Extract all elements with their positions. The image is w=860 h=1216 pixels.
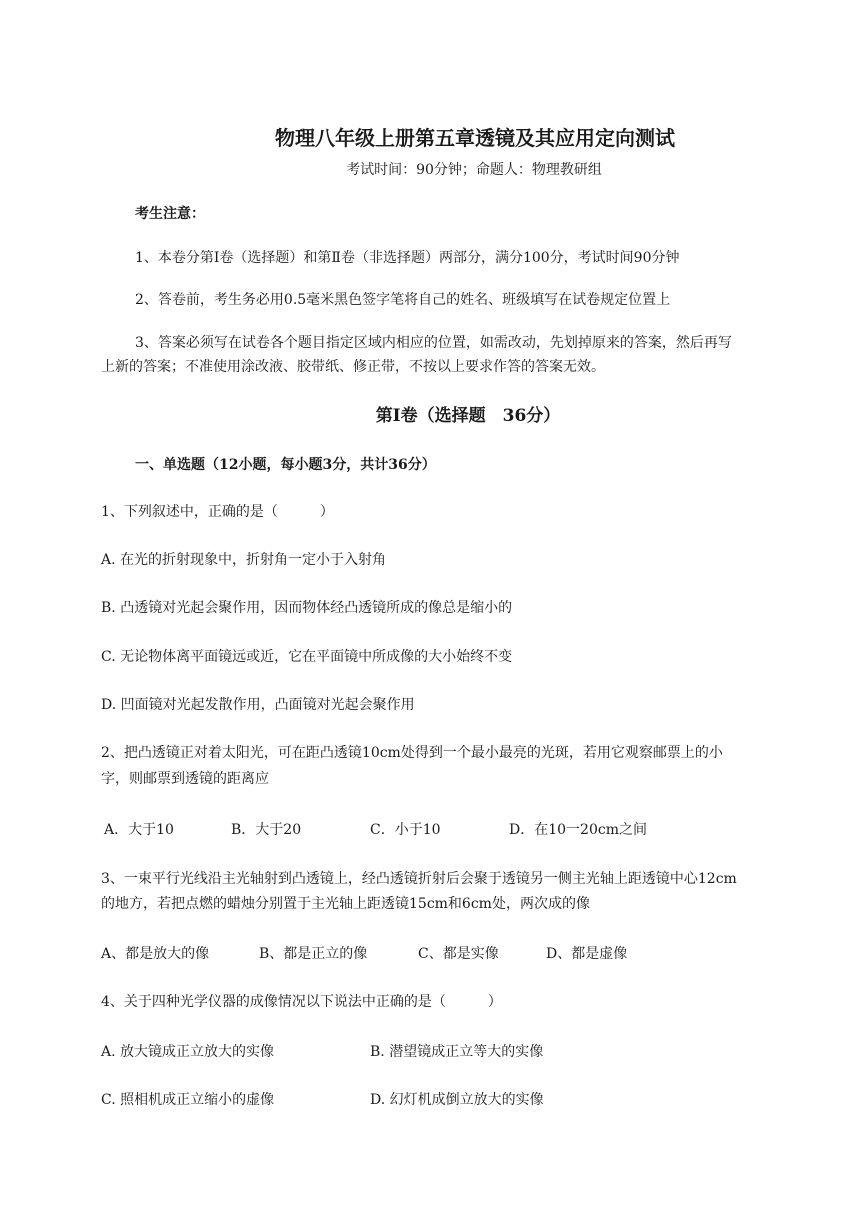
page-title: 物理八年级上册第五章透镜及其应用定向测试 (275, 126, 675, 150)
question-1-option-a: A. 在光的折射现象中，折射角一定小于入射角 (101, 552, 387, 568)
question-3-option-d: D、都是虚像 (546, 946, 628, 962)
question-2-option-c: C．小于10 (370, 822, 441, 838)
question-4-option-b: B. 潜望镜成正立等大的实像 (370, 1044, 544, 1060)
question-3-option-c: C、都是实像 (418, 946, 499, 962)
notice-item-2: 2、答卷前，考生务必用0.5毫米黑色签字笔将自己的姓名、班级填写在试卷规定位置上 (135, 292, 671, 308)
notice-item-3: 3、答案必须写在试卷各个题目指定区域内相应的位置，如需改动，先划掉原来的答案，然后再写 (135, 335, 732, 351)
notice-heading: 考生注意： (135, 206, 205, 222)
question-3-option-a: A、都是放大的像 (101, 946, 210, 962)
question-1-option-c: C. 无论物体离平面镜远或近，它在平面镜中所成像的大小始终不变 (101, 649, 513, 665)
question-3-stem-cont: 的地方，若把点燃的蜡烛分别置于主光轴上距透镜15cm和6cm处，两次成的像 (101, 896, 590, 912)
exam-info: 考试时间：90分钟；命题人：物理教研组 (346, 162, 602, 178)
question-3-stem: 3、一束平行光线沿主光轴射到凸透镜上，经凸透镜折射后会聚于透镜另一侧主光轴上距透镜中心12cm (101, 871, 737, 887)
question-2-stem: 2、把凸透镜正对着太阳光，可在距凸透镜10cm处得到一个最小最亮的光斑，若用它观察邮票上的小 (101, 745, 723, 761)
question-4-option-c: C. 照相机成正立缩小的虚像 (101, 1092, 275, 1108)
question-4-option-d: D. 幻灯机成倒立放大的实像 (370, 1092, 544, 1108)
question-1-stem: 1、下列叙述中，正确的是（ ） (101, 504, 334, 520)
question-2-option-d: D．在10一20cm之间 (509, 822, 647, 838)
notice-item-1: 1、本卷分第Ⅰ卷（选择题）和第Ⅱ卷（非选择题）两部分，满分100分，考试时间90分钟 (135, 250, 680, 266)
notice-item-3-cont: 上新的答案；不准使用涂改液、胶带纸、修正带，不按以上要求作答的答案无效。 (101, 359, 605, 375)
question-2-option-b: B．大于20 (231, 822, 302, 838)
question-1-option-b: B. 凸透镜对光起会聚作用，因而物体经凸透镜所成的像总是缩小的 (101, 600, 513, 616)
question-1-option-d: D. 凹面镜对光起发散作用，凸面镜对光起会聚作用 (101, 697, 415, 713)
question-3-option-b: B、都是正立的像 (259, 946, 368, 962)
question-2-option-a: A．大于10 (104, 822, 174, 838)
question-4-stem: 4、关于四种光学仪器的成像情况以下说法中正确的是（ ） (101, 994, 502, 1010)
question-4-option-a: A. 放大镜成正立放大的实像 (101, 1044, 275, 1060)
question-2-stem-cont: 字，则邮票到透镜的距离应 (101, 771, 269, 787)
section-title: 第Ⅰ卷（选择题 36分） (375, 406, 561, 426)
part-title: 一、单选题（12小题，每小题3分，共计36分） (135, 457, 436, 473)
